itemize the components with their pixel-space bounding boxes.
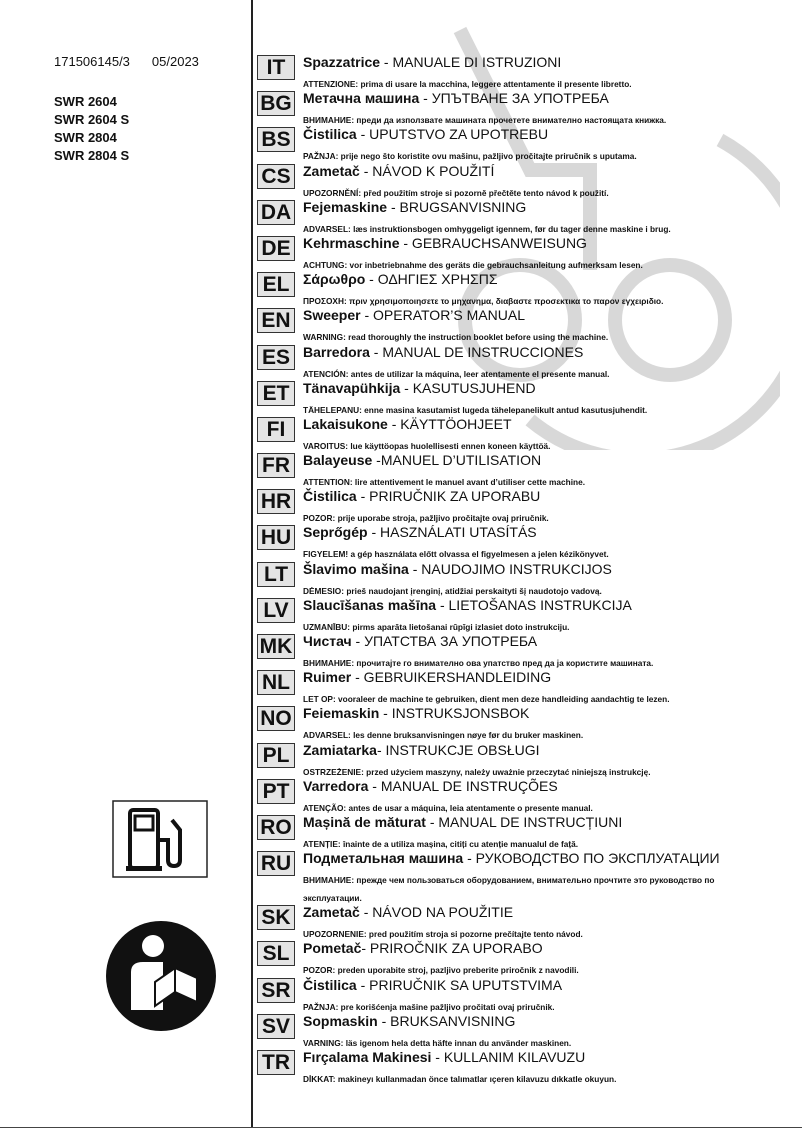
warning-body: prije nego što koristite ovu mašinu, pažljivo pročitajte priručnik s uputama. [338, 151, 637, 162]
language-code-badge: IT [257, 55, 295, 80]
manual-title [303, 814, 622, 830]
warning-label: OSTRZEŻENIE: [303, 766, 364, 777]
warning-label: ΠΡΟΣΟΧΗ: [303, 296, 347, 307]
manual-type: - LIETOŠANAS INSTRUKCIJA [436, 596, 632, 613]
manual-type: - BRUKSANVISNING [377, 1012, 516, 1029]
language-row-et [257, 380, 802, 416]
warning-label: DİKKAT: [303, 1073, 336, 1084]
manual-type: - MANUAL DE INSTRUÇÕES [368, 777, 558, 794]
language-code-badge: NL [257, 670, 295, 695]
language-code-badge: SL [257, 941, 295, 966]
machine-name: Kehrmaschine [303, 234, 400, 251]
warning-body: prima di usare la macchina, leggere attentamente il presente libretto. [358, 79, 632, 89]
machine-name: Чистач [303, 633, 352, 649]
fuel-pump-icon [112, 800, 208, 878]
warning-body: prieš naudojant įrenginį, atidžiai perskaityti šį naudotojo vadovą. [344, 585, 602, 596]
manual-title [303, 1049, 585, 1065]
manual-title [303, 850, 720, 866]
machine-name: Fırçalama Makinesi [303, 1048, 432, 1065]
language-row-tr [257, 1049, 802, 1085]
language-row-bg [257, 90, 802, 126]
language-code-badge: PT [257, 779, 295, 804]
machine-name: Tänavapühkija [303, 379, 401, 396]
manual-type: - INSTRUKSJONSBOK [379, 705, 530, 722]
language-code-badge: PL [257, 743, 295, 768]
manual-type: - PRIROČNIK ZA UPORABO [361, 940, 543, 957]
manual-type: - KASUTUSJUHEND [400, 379, 536, 396]
warning-body: vooraleer de machine te gebruiken, dient men deze handleiding aandachtig te lezen. [335, 694, 670, 705]
manual-type: - OPERATOR’S MANUAL [360, 307, 525, 324]
language-row-hu [257, 524, 802, 560]
machine-name: Feiemaskin [303, 705, 380, 722]
warning-label: ATTENZIONE: [303, 79, 359, 89]
language-code-badge: MK [257, 634, 295, 659]
language-row-nl [257, 669, 802, 705]
manual-type: - MANUAL DE INSTRUCCIONES [369, 343, 584, 360]
manual-title [303, 940, 543, 956]
warning-label: ACHTUNG: [303, 259, 348, 270]
manual-type: - MANUAL DE INSTRUCȚIUNI [425, 813, 623, 830]
manual-title [303, 524, 537, 540]
manual-type: - KULLANIM KILAVUZU [431, 1048, 586, 1065]
doc-number: 171506145/3 [54, 54, 130, 69]
vertical-divider [251, 0, 253, 1128]
manual-title [303, 307, 525, 323]
model: SWR 2804 [54, 130, 117, 145]
warning-body: vor inbetriebnahme des geräts die gebrauchsanleitung aufmerksam lesen. [347, 259, 643, 270]
warning-body: læs instruktionsbogen omhyggeligt igennem, før du tager denne maskine i brug. [350, 223, 671, 234]
machine-name: Sweeper [303, 307, 361, 324]
warning-body: lue käyttöopas huolellisesti ennen koneen käyttöä. [348, 440, 551, 451]
manual-type: - GEBRAUCHSANWEISUNG [399, 234, 587, 251]
language-row-es [257, 344, 802, 380]
manual-title [303, 633, 537, 649]
language-code-badge: BG [257, 91, 295, 116]
language-code-badge: CS [257, 164, 295, 189]
warning-body: enne masina kasutamist lugeda tähelepanelikult antud kasutusjuhendit. [361, 404, 648, 415]
machine-name: Čistilica [303, 126, 357, 143]
manual-title [303, 488, 540, 504]
warning-body: прочитајте го внимателно ова упатство пред да ја користите машината. [354, 658, 654, 668]
warning-label: ATENÇÃO: [303, 802, 347, 813]
language-code-badge: SR [257, 978, 295, 1003]
warning-body: read thoroughly the instruction booklet before using the machine. [345, 332, 609, 343]
warning-body: πριν χρησιμοποιησετε το μηχανημα, διαβαστε προσεκτικα το παρον εγχειριδιο. [346, 296, 664, 307]
warning-body: lire attentivement le manuel avant d’utiliser cette machine. [352, 477, 586, 488]
machine-name: Spazzatrice [303, 54, 381, 70]
read-manual-icon [105, 920, 217, 1032]
manual-type: - NÁVOD NA POUŽITIE [359, 904, 514, 921]
machine-name: Čistilica [303, 488, 357, 505]
manual-type: - PRIRUČNIK SA UPUTSTVIMA [356, 976, 563, 993]
warning-text [303, 871, 743, 907]
language-code-badge: EL [257, 272, 295, 297]
warning-label: DĖMESIO: [303, 585, 345, 596]
language-code-badge: LV [257, 598, 295, 623]
language-code-badge: RO [257, 815, 295, 840]
language-code-badge: DA [257, 200, 295, 225]
manual-title [303, 904, 513, 920]
language-row-no [257, 705, 802, 741]
machine-name: Šlavimo mašina [303, 560, 409, 577]
bottom-divider [0, 1127, 802, 1128]
machine-name: Varredora [303, 777, 369, 794]
machine-name: Zamiatarka [303, 741, 377, 758]
language-code-badge: DE [257, 236, 295, 261]
manual-title [303, 126, 548, 142]
language-row-fi [257, 416, 802, 452]
warning-label: ATENȚIE: [303, 838, 341, 849]
warning-body: przed użyciem maszyny, należy uważnie przeczytać niniejszą instrukcję. [363, 766, 651, 777]
manual-title [303, 778, 558, 794]
language-code-badge: FR [257, 453, 295, 478]
manual-title [303, 163, 494, 179]
machine-name: Čistilica [303, 976, 357, 993]
manual-type: - UPUTSTVO ZA UPOTREBU [356, 126, 549, 143]
language-row-da [257, 199, 802, 235]
language-code-badge: RU [257, 851, 295, 876]
warning-label: PAŽNJA: [303, 151, 339, 162]
language-row-fr [257, 452, 802, 488]
manual-type: - GEBRUIKERSHANDLEIDING [351, 669, 552, 686]
manual-title [303, 380, 536, 396]
manual-type: - УПЪТВАНЕ ЗА УПОТРЕБА [419, 90, 609, 107]
warning-body: prije uporabe stroja, pažljivo pročitajte ovaj priručnik. [335, 513, 549, 524]
warning-body: preden uporabite stroj, pazljivo preberite priročnik z navodili. [335, 965, 579, 976]
language-row-sl [257, 940, 802, 976]
machine-name: Ruimer [303, 669, 352, 686]
language-row-pl [257, 742, 802, 778]
manual-title [303, 416, 512, 432]
manual-type: - NAUDOJIMO INSTRUKCIJOS [408, 560, 612, 577]
warning-label: ADVARSEL: [303, 223, 351, 234]
warning-label: FIGYELEM! [303, 549, 349, 560]
language-row-bs [257, 126, 802, 162]
language-code-badge: HU [257, 525, 295, 550]
language-code-badge: BS [257, 127, 295, 152]
manual-type: - NÁVOD K POUŽITÍ [359, 162, 495, 179]
warning-body: a gép használata előtt olvassa el figyelmesen a jelen kézikönyvet. [348, 549, 609, 560]
language-code-badge: ES [257, 345, 295, 370]
manual-title [303, 597, 632, 613]
language-code-badge: HR [257, 489, 295, 514]
machine-name: Zametač [303, 162, 360, 179]
warning-label: WARNING: [303, 332, 346, 343]
manual-title [303, 669, 551, 685]
language-row-pt [257, 778, 802, 814]
language-code-badge: ET [257, 381, 295, 406]
language-code-badge: FI [257, 417, 295, 442]
manual-title [303, 742, 540, 758]
manual-title [303, 452, 541, 468]
language-row-ru [257, 850, 802, 904]
language-row-lv [257, 597, 802, 633]
manual-title [303, 561, 612, 577]
language-code-badge: SV [257, 1014, 295, 1039]
language-row-it [257, 54, 802, 90]
warning-label: ATENCIÓN: [303, 368, 349, 379]
warning-body: преди да използвате машината прочетете внимателно настоящата книжка. [354, 115, 667, 126]
language-row-mk [257, 633, 802, 669]
machine-name: Lakaisukone [303, 415, 388, 432]
manual-title [303, 199, 526, 215]
language-code-badge: TR [257, 1050, 295, 1075]
manual-type: - PRIRUČNIK ZA UPORABU [356, 488, 541, 505]
manual-title [303, 271, 497, 287]
language-row-lt [257, 561, 802, 597]
language-list [257, 54, 802, 1085]
machine-name: Mașină de măturat [303, 813, 426, 830]
warning-body: înainte de a utiliza mașina, citiți cu atenție manualul de față. [340, 838, 579, 849]
model: SWR 2604 [54, 94, 117, 109]
model-list [54, 93, 129, 165]
warning-label: ATTENTION: [303, 477, 353, 488]
language-code-badge: SK [257, 905, 295, 930]
warning-label: VAROITUS: [303, 440, 349, 451]
machine-name: Метачна машина [303, 90, 420, 107]
warning-body: makineyı kullanmadan önce talımatlar ıçeren kilavuzu dıkkatle okuyun. [335, 1073, 617, 1084]
manual-type: - BRUGSANVISNING [387, 198, 527, 215]
warning-body: pirms aparāta lietošanai rūpīgi izlasiet doto instrukciju. [350, 621, 570, 632]
warning-label: TÄHELEPANU: [303, 404, 362, 415]
language-row-sr [257, 977, 802, 1013]
warning-label: ADVARSEL: [303, 730, 351, 741]
manual-type: - РУКОВОДСТВО ПО ЭКСПЛУАТАЦИИ [463, 850, 720, 867]
warning-body: läs igenom hela detta häfte innan du använder maskinen. [343, 1037, 572, 1048]
manual-type: - HASZNÁLATI UTASÍTÁS [367, 524, 537, 541]
machine-name: Подметальная машина [303, 850, 464, 867]
manual-title [303, 977, 562, 993]
warning-body: antes de usar a máquina, leia atentamente o presente manual. [346, 802, 593, 813]
manual-type: - MANUALE DI ISTRUZIONI [380, 54, 562, 70]
warning-label: UPOZORNENIE: [303, 929, 367, 940]
language-row-ro [257, 814, 802, 850]
language-row-de [257, 235, 802, 271]
warning-body: před použitím stroje si pozorně přečtěte tento návod k použití. [361, 187, 609, 198]
document-code [54, 54, 199, 69]
machine-name: Barredora [303, 343, 370, 360]
model: SWR 2604 S [54, 112, 130, 127]
warning-label: UPOZORNĚNÍ: [303, 187, 362, 198]
language-row-el [257, 271, 802, 307]
warning-label: POZOR: [303, 965, 336, 976]
manual-title [303, 344, 583, 360]
doc-date: 05/2023 [151, 54, 199, 69]
warning-label: POZOR: [303, 513, 336, 524]
manual-type: - ΟΔΗΓΙΕΣ ΧΡΗΣΠΣ [365, 271, 498, 288]
model: SWR 2804 S [54, 148, 130, 163]
language-code-badge: LT [257, 562, 295, 587]
language-code-badge: NO [257, 706, 295, 731]
manual-title [303, 54, 561, 70]
language-code-badge: EN [257, 308, 295, 333]
machine-name: Fejemaskine [303, 198, 388, 215]
manual-type: - УПАТСТВА ЗА УПОТРЕБА [351, 633, 538, 649]
warning-label: PAŽNJA: [303, 1001, 339, 1012]
manual-type: - KÄYTTÖOHJEET [387, 415, 512, 432]
machine-name: Balayeuse [303, 452, 373, 469]
machine-name: Σάρωθρο [303, 271, 366, 288]
warning-body: pred použitím stroja si pozorne prečítajte tento návod. [366, 929, 583, 940]
warning-label: UZMANĪBU: [303, 621, 351, 632]
machine-name: Slaucīšanas mašīna [303, 596, 437, 613]
language-row-sk [257, 904, 802, 940]
warning-body: les denne bruksanvisningen nøye før du bruker maskinen. [350, 730, 584, 741]
warning-body: pre korišćenja mašine pažljivo pročitati ovaj priručnik. [338, 1001, 555, 1012]
language-row-en [257, 307, 802, 343]
warning-label: ВНИМАНИЕ: [303, 875, 355, 886]
manual-title [303, 1013, 515, 1029]
manual-title [303, 90, 609, 106]
warning-label: VARNING: [303, 1037, 344, 1048]
warning-body: antes de utilizar la máquina, leer atentamente el presente manual. [348, 368, 610, 379]
warning-label: LET OP: [303, 694, 336, 705]
machine-name: Pometač [303, 940, 362, 957]
warning-label: ВНИМАНИЕ: [303, 115, 355, 126]
language-row-sv [257, 1013, 802, 1049]
machine-name: Zametač [303, 904, 360, 921]
language-row-hr [257, 488, 802, 524]
manual-type: -MANUEL D’UTILISATION [372, 452, 542, 469]
machine-name: Seprőgép [303, 524, 368, 541]
warning-body: прежде чем пользоваться оборудованием, внимательно прочтите это руководство по эксплуатации. [303, 875, 715, 904]
manual-title [303, 705, 529, 721]
warning-text [303, 1070, 743, 1088]
manual-type: - INSTRUKCJE OBSŁUGI [376, 741, 540, 758]
warning-label: ВНИМАНИЕ: [303, 658, 355, 668]
manual-title [303, 235, 587, 251]
language-row-cs [257, 163, 802, 199]
machine-name: Sopmaskin [303, 1012, 378, 1029]
